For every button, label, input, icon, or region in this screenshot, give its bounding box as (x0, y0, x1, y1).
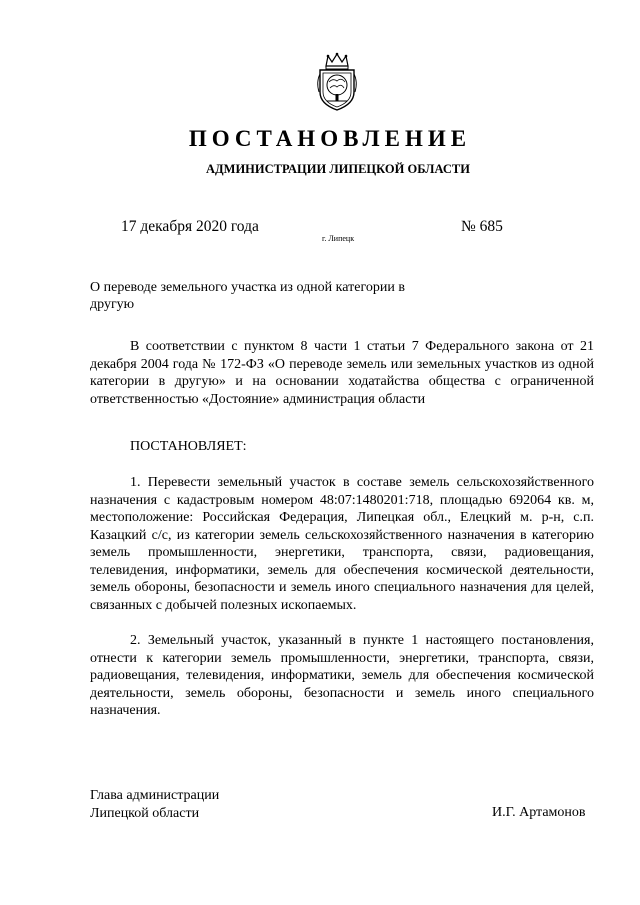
document-title: ПОСТАНОВЛЕНИЕ (188, 126, 472, 151)
document-subject: О переводе земельного участка из одной категории в другую (90, 280, 405, 312)
coat-of-arms-icon (314, 52, 360, 112)
document-subtitle: АДМИНИСТРАЦИИ ЛИПЕЦКОЙ ОБЛАСТИ (206, 162, 470, 176)
signatory-title-line-2: Липецкой области (90, 806, 200, 821)
resolution-item-2: 2. Земельный участок, указанный в пункте 1 настоящего постановления, отнести к категории земель промышленности, энергетики, транспорта, связи, радиовещания, телевидения, информатики, земель для обеспечения космической деятельности, земель обороны, безопасности и земель иного специального назначения. (90, 633, 594, 718)
resolves-heading: ПОСТАНОВЛЯЕТ: (130, 439, 247, 454)
resolution-item-1: 1. Перевести земельный участок в составе земель сельскохозяйственного назначения с кадастровым номером 48:07:1480201:718, площадью 692064 кв. м, местоположение: Российская Федерация, Липецкая обл., Елецкий м. р-н, с.п. Казацкий с/с, из категории земель сельскохозяйственного назначения в категорию земель промышленности, энергетики, транспорта, связи, радиовещания, телевидения, информатики, земель для обеспечения космической деятельности, земель обороны, безопасности и земель иного специального назначения для целей, связанных с добычей полезных ископаемых. (90, 475, 594, 613)
document-city: г. Липецк (322, 234, 355, 243)
document-number: № 685 (461, 218, 503, 235)
signatory-name: И.Г. Артамонов (492, 805, 586, 820)
preamble-paragraph: В соответствии с пунктом 8 части 1 статьи 7 Федерального закона от 21 декабря 2004 года № 172-ФЗ «О переводе земель или земельных участков из одной категории в другую» и на основании ходатайства общества с ограниченной ответственностью «Достояние» администрация области (90, 339, 594, 407)
signatory-title (90, 787, 219, 823)
document-date: 17 декабря 2020 года (121, 218, 259, 235)
signatory-title-line-1: Глава администрации (90, 788, 220, 803)
